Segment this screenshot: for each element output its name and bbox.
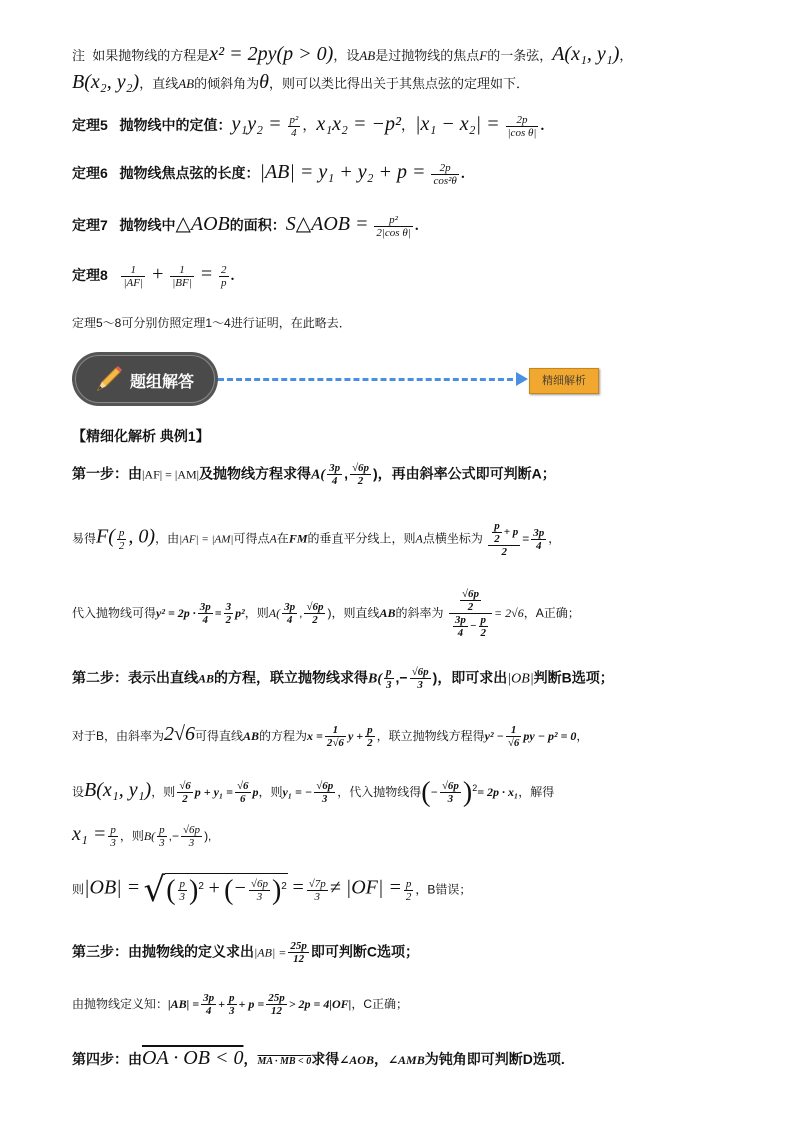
numerator: p <box>229 992 235 1004</box>
fraction <box>198 601 213 626</box>
chord-ab: AB <box>359 48 376 63</box>
fraction <box>404 878 414 903</box>
math: ∠AMB <box>387 1053 425 1067</box>
fraction <box>219 264 229 289</box>
math: 2√6 <box>164 723 195 745</box>
note-text: ，则可以类比得出关于其焦点弦的定理如下． <box>268 76 529 91</box>
text: 设 <box>72 784 85 799</box>
theorem-7 <box>72 212 734 239</box>
theorem-title: 抛物线中的定值： <box>119 117 232 133</box>
denominator: 3 <box>188 837 195 850</box>
solution-line-5: x₁ = $\frac{p}{3}$ ，则B( $\frac{p}{3}$ ,− $\frac{√6p}{3}$ ), <box>72 823 212 850</box>
math: py − p² = 0 <box>523 729 577 743</box>
numerator: p <box>110 824 116 837</box>
numerator: p² <box>289 113 299 126</box>
step-text: 第三步：由抛物线的定义求出 <box>72 943 254 960</box>
math: − <box>469 620 477 633</box>
fraction <box>108 824 118 849</box>
step-text: 为钝角即可判断D选项. <box>424 1051 565 1067</box>
solution-line-1 <box>72 520 734 558</box>
numerator: 3p <box>203 992 215 1004</box>
denominator: 2 <box>118 539 125 552</box>
math: |AF| = |AM| <box>142 467 200 482</box>
fraction <box>374 214 412 239</box>
fraction <box>304 601 325 626</box>
denominator: p <box>221 276 227 289</box>
numerator: p <box>118 526 125 539</box>
fraction <box>117 527 127 552</box>
denominator: 4 <box>286 614 293 627</box>
text: ), <box>204 829 212 843</box>
banner-label: 题组解答 <box>130 374 195 391</box>
text: 的方程为 <box>259 729 308 743</box>
math: B( <box>143 829 156 843</box>
text: 可得直线 <box>195 729 244 743</box>
math: |OB| <box>507 671 534 687</box>
math: , <box>344 465 348 482</box>
text: 对于B，由斜率为 <box>72 729 165 743</box>
math: A( <box>268 605 281 620</box>
denominator: 12 <box>270 1005 282 1018</box>
text: ，代入抛物线得 <box>337 784 422 799</box>
math: = <box>522 531 530 546</box>
fraction <box>201 992 216 1017</box>
text: ，则直线 <box>331 605 380 620</box>
math: y₁y₂ = <box>231 113 282 135</box>
denominator: 2 <box>501 546 507 559</box>
step-4 <box>72 1046 734 1070</box>
separator: ， <box>400 117 415 133</box>
denominator: 3 <box>256 891 263 904</box>
denominator: 2 <box>494 533 500 546</box>
math: MA · MB < 0 <box>257 1056 312 1067</box>
fraction <box>440 780 461 805</box>
theorem-label: 定理8 <box>72 267 108 283</box>
math: ∠AOB <box>339 1053 374 1067</box>
text: ，则 <box>244 605 269 620</box>
denominator: 2 <box>405 890 412 903</box>
theorem-label: 定理5 <box>72 117 108 133</box>
fraction <box>282 601 297 626</box>
numerator: 3p <box>284 601 296 614</box>
theorem-5 <box>72 112 734 139</box>
math: + <box>218 996 225 1011</box>
fraction <box>431 162 458 187</box>
denominator: 2 <box>225 614 232 627</box>
math: A <box>269 531 277 546</box>
square-root <box>144 870 288 911</box>
fraction <box>235 780 251 805</box>
numerator: p <box>480 614 487 627</box>
text: ， <box>548 531 561 546</box>
numerator: p <box>494 520 500 532</box>
numerator: 3p <box>199 601 211 614</box>
math: 2 <box>472 782 478 793</box>
math: > 2p = 4|OF| <box>288 996 352 1011</box>
math: △AOB <box>175 213 230 235</box>
fraction <box>170 264 194 289</box>
note-text: 的倾斜角为 <box>194 76 260 91</box>
theorem-8 <box>72 262 734 289</box>
math: |OB| = <box>84 876 141 899</box>
numerator: √6p <box>316 780 334 793</box>
parabola-equation: x² = 2py(p > 0) <box>209 43 334 65</box>
paren: ( <box>224 875 234 907</box>
dashed-arrow <box>218 378 522 381</box>
numerator <box>449 588 492 614</box>
fraction <box>506 114 539 139</box>
denominator: 2 <box>312 614 318 627</box>
fraction <box>492 520 502 545</box>
text: 则 <box>72 882 85 897</box>
denominator: 2 <box>467 601 474 614</box>
numerator: √6p <box>183 824 201 837</box>
theorem-title: 的面积： <box>229 217 286 233</box>
math: 2 <box>281 881 287 893</box>
text: ，B错误； <box>415 882 472 897</box>
math: + p <box>503 526 519 539</box>
text: ，C正确； <box>351 996 408 1011</box>
fraction <box>307 878 328 903</box>
text: 点横坐标为 <box>422 531 483 546</box>
step-text: 即可判断C选项； <box>310 943 419 960</box>
denominator <box>449 614 492 639</box>
math: B(x₁, y₁) <box>84 778 152 801</box>
numerator: √6p <box>411 666 429 678</box>
paren: ( <box>166 875 176 907</box>
step-text: 及抛物线方程求得 <box>199 465 312 482</box>
math: F( <box>96 525 115 548</box>
math: + <box>150 263 165 285</box>
math: y² − <box>484 729 504 743</box>
denominator: 4 <box>291 126 297 139</box>
fraction <box>365 724 375 749</box>
math: + <box>207 877 221 900</box>
numerator: 2p <box>431 162 458 175</box>
denominator: 2 <box>367 737 373 750</box>
math: − <box>233 877 247 900</box>
step-text: 的方程，联立抛物线求得 <box>214 669 369 686</box>
math: y + <box>347 729 364 743</box>
focus-f: F <box>479 48 488 63</box>
step-text: 判断B选项； <box>533 669 614 686</box>
theorem-title: 抛物线焦点弦的长度： <box>119 165 260 181</box>
numerator: √7p <box>308 877 326 890</box>
numerator: √6p <box>351 462 369 474</box>
denominator: 6 <box>239 793 246 806</box>
section-banner <box>72 352 218 406</box>
denominator: 4 <box>202 614 209 627</box>
math: − <box>430 784 438 799</box>
step-text: 求得 <box>311 1051 340 1067</box>
paren: ) <box>462 777 473 808</box>
pencil-icon <box>92 362 126 396</box>
numerator: 1 <box>506 724 522 737</box>
math: x₁x₂ = −p² <box>316 113 401 135</box>
numerator: 25p <box>290 940 307 952</box>
solution-line-6 <box>72 870 734 911</box>
numerator: 2p <box>506 114 539 127</box>
note-text: 的一条弦， <box>487 48 553 63</box>
step-text: ， <box>243 1051 258 1067</box>
math: p² <box>235 605 245 620</box>
note-text: ，设 <box>333 48 360 63</box>
fraction <box>249 878 270 903</box>
text: 易得 <box>72 531 97 546</box>
denominator: 3 <box>386 679 392 692</box>
step-text: ，即可求出 <box>437 669 508 686</box>
denominator: |cos θ| <box>507 126 537 139</box>
fraction <box>157 824 167 849</box>
fraction <box>288 114 301 139</box>
math: FM <box>288 531 308 546</box>
solution-line-7 <box>72 992 734 1017</box>
solution-line-4 <box>72 776 734 810</box>
numerator: 3p <box>329 462 341 474</box>
numerator: √6p <box>250 878 268 891</box>
denominator: 2 <box>480 627 487 640</box>
numerator: √6p <box>461 588 479 600</box>
numerator: 3p <box>533 526 545 539</box>
denominator: 2 <box>357 475 364 488</box>
separator: ， <box>302 117 317 133</box>
text: ， <box>576 729 589 743</box>
note-text: ，直线 <box>139 76 179 91</box>
math: , 0) <box>128 525 156 548</box>
step-3 <box>72 940 734 965</box>
step-1 <box>72 462 734 487</box>
numerator: 3p <box>454 614 466 627</box>
math: = <box>291 876 305 899</box>
arrow-head-icon <box>516 372 528 386</box>
numerator: p <box>386 666 392 678</box>
fraction <box>178 878 188 903</box>
math: . <box>540 113 546 135</box>
paren: ( <box>421 777 431 808</box>
math: . <box>460 161 466 183</box>
fraction <box>384 666 394 691</box>
fraction <box>479 614 489 639</box>
paren: ) <box>189 875 199 907</box>
numerator: √6p <box>441 780 459 793</box>
paren: ) <box>271 875 282 907</box>
denominator: |BF| <box>172 276 192 289</box>
denominator: 3 <box>447 793 454 806</box>
denominator: 4 <box>205 1005 212 1018</box>
math: |AB| = <box>254 945 287 960</box>
fraction <box>314 780 335 805</box>
text: 可得点 <box>233 531 270 546</box>
math: p + y₁ = <box>194 784 233 799</box>
denominator: 2√6 <box>326 737 344 750</box>
math: |x₁ − x₂| = <box>414 113 500 135</box>
radicand <box>165 873 288 908</box>
text: ，解得 <box>518 784 555 799</box>
math: AB <box>243 729 260 743</box>
section-title: 【精细化解析 典例1】 <box>72 428 210 444</box>
numerator: 25p <box>268 992 285 1004</box>
fraction <box>227 992 237 1017</box>
chord-ab: AB <box>178 76 195 91</box>
text: ，则 <box>258 784 283 799</box>
denominator: 2|cos θ| <box>376 226 411 239</box>
theorem-title: 抛物线中 <box>119 217 176 233</box>
fraction <box>327 462 342 487</box>
math: OA · OB < 0 <box>142 1047 244 1069</box>
denominator: 3 <box>159 837 165 850</box>
numerator: p² <box>374 214 412 227</box>
math: y² = 2p · <box>156 605 196 620</box>
text: 的垂直平分线上，则 <box>307 531 416 546</box>
theta: θ <box>259 71 269 93</box>
fraction <box>531 527 546 552</box>
math: = 2√6 <box>494 605 524 620</box>
point-a: A(x₁, y₁) <box>552 43 620 65</box>
denominator: 3 <box>179 891 186 904</box>
fraction <box>121 264 145 289</box>
step-text: ， <box>373 1051 388 1067</box>
math: = 2p · x₁ <box>477 784 519 799</box>
math: |AB| = <box>168 996 200 1011</box>
text: ，则 <box>151 784 176 799</box>
text: ，A正确； <box>523 605 580 620</box>
compound-fraction <box>488 520 520 558</box>
math: AB <box>379 605 396 620</box>
math: ≠ |OF| = <box>329 876 402 899</box>
numerator <box>488 520 520 546</box>
numerator: 1 <box>121 264 145 277</box>
math: AB <box>198 671 215 686</box>
denominator: 3 <box>314 890 320 903</box>
math: |AF| = |AM| <box>179 533 234 546</box>
step-2: 第二步：表示出直线AB的方程，联立抛物线求得B( $\frac{p}{3}$ ,− $\frac{√6p}{3}$ )，即可求出|OB|判断B选项； <box>72 666 614 692</box>
math: x = <box>307 729 323 743</box>
denominator: √6 <box>507 737 520 750</box>
radical-sign-icon: √ <box>143 870 166 910</box>
denominator: 3 <box>229 1005 235 1018</box>
fraction <box>288 940 309 965</box>
denominator: 3 <box>110 837 116 850</box>
fraction <box>410 666 431 691</box>
math: ) <box>373 465 378 482</box>
step-text: 第一步：由 <box>72 465 142 482</box>
note-text: 是过抛物线的焦点 <box>375 48 480 63</box>
note-line-2 <box>72 70 734 94</box>
theorem-6 <box>72 160 734 187</box>
note-text: 如果抛物线的方程是 <box>92 48 210 63</box>
numerator: 2 <box>221 263 227 276</box>
denominator: 12 <box>293 953 305 966</box>
math: B( <box>368 671 383 687</box>
fraction <box>181 824 202 849</box>
point-b: B(x₂, y₂) <box>72 71 140 93</box>
text: 由抛物线定义知： <box>72 996 169 1011</box>
numerator: √6p <box>306 601 324 614</box>
denominator: 4 <box>536 539 542 552</box>
detail-tag: 精细解析 <box>529 368 599 394</box>
denominator: 4 <box>331 475 338 488</box>
step-text: 第二步：表示出直线 <box>72 669 198 686</box>
text: ，则 <box>119 829 144 843</box>
math: + p = <box>238 996 265 1011</box>
math: |AB| = y₁ + y₂ + p = <box>259 161 426 183</box>
math: . <box>230 263 236 285</box>
math: A <box>415 531 423 546</box>
denominator: 3 <box>417 679 423 692</box>
numerator: 3 <box>225 601 232 614</box>
note-text: ， <box>619 48 633 63</box>
math: x₁ = <box>72 823 107 845</box>
fraction <box>325 724 346 749</box>
numerator: √6 <box>179 780 191 793</box>
text: 在 <box>276 531 289 546</box>
step-text: ，再由斜率公式即可判断A； <box>377 465 556 482</box>
fraction <box>506 724 522 749</box>
step-text: 第四步：由 <box>72 1051 142 1067</box>
note-line-1 <box>72 42 734 66</box>
math: 2 <box>198 881 204 893</box>
denominator: 2 <box>182 793 188 806</box>
math: S△AOB = <box>285 213 369 235</box>
solution-line-3 <box>72 722 734 749</box>
fraction <box>224 601 234 626</box>
denominator: |AF| <box>123 276 143 289</box>
numerator: 1 <box>170 264 194 277</box>
text: ，联立抛物线方程得 <box>376 729 485 743</box>
theorem-label: 定理7 <box>72 217 108 233</box>
text: ，由 <box>155 531 180 546</box>
solution-line-2: 代入抛物线可得y² = 2p · $\frac{3p}{4}$ = $\frac{3}{2}$ p²，则A( $\frac{3p}{4}$ , $\frac{√6p}{2}$ )，则直线AB的斜率为 $\frac{√6p}{2}$ $\frac{3p}{4}$ − $\frac{p}{2}$ = 2√6，A正确； <box>72 588 580 640</box>
denominator: 4 <box>457 627 464 640</box>
remark: 定理5～8可分别仿照定理1～4进行证明，在此略去． <box>72 316 351 330</box>
slope-fraction <box>449 588 492 639</box>
math: p <box>252 784 259 799</box>
math: = <box>214 605 222 620</box>
numerator: p <box>367 724 373 737</box>
note-prefix: 注 <box>72 48 86 63</box>
numerator: 1 <box>325 724 346 737</box>
math: A( <box>311 467 326 483</box>
numerator: √6 <box>236 780 249 793</box>
fraction <box>453 614 468 639</box>
theorem-label: 定理6 <box>72 165 108 181</box>
text: 的斜率为 <box>395 605 444 620</box>
math: y₁ = − <box>282 784 313 799</box>
text: 代入抛物线可得 <box>72 605 157 620</box>
fraction <box>177 780 193 805</box>
fraction <box>266 992 287 1017</box>
fraction <box>350 462 371 487</box>
math: . <box>414 213 420 235</box>
numerator: p <box>159 824 165 837</box>
numerator: p <box>405 877 412 890</box>
fraction <box>460 588 481 613</box>
denominator: 3 <box>321 793 328 806</box>
math: = <box>199 263 214 285</box>
numerator: p <box>179 878 186 891</box>
denominator: cos²θ <box>433 174 457 187</box>
